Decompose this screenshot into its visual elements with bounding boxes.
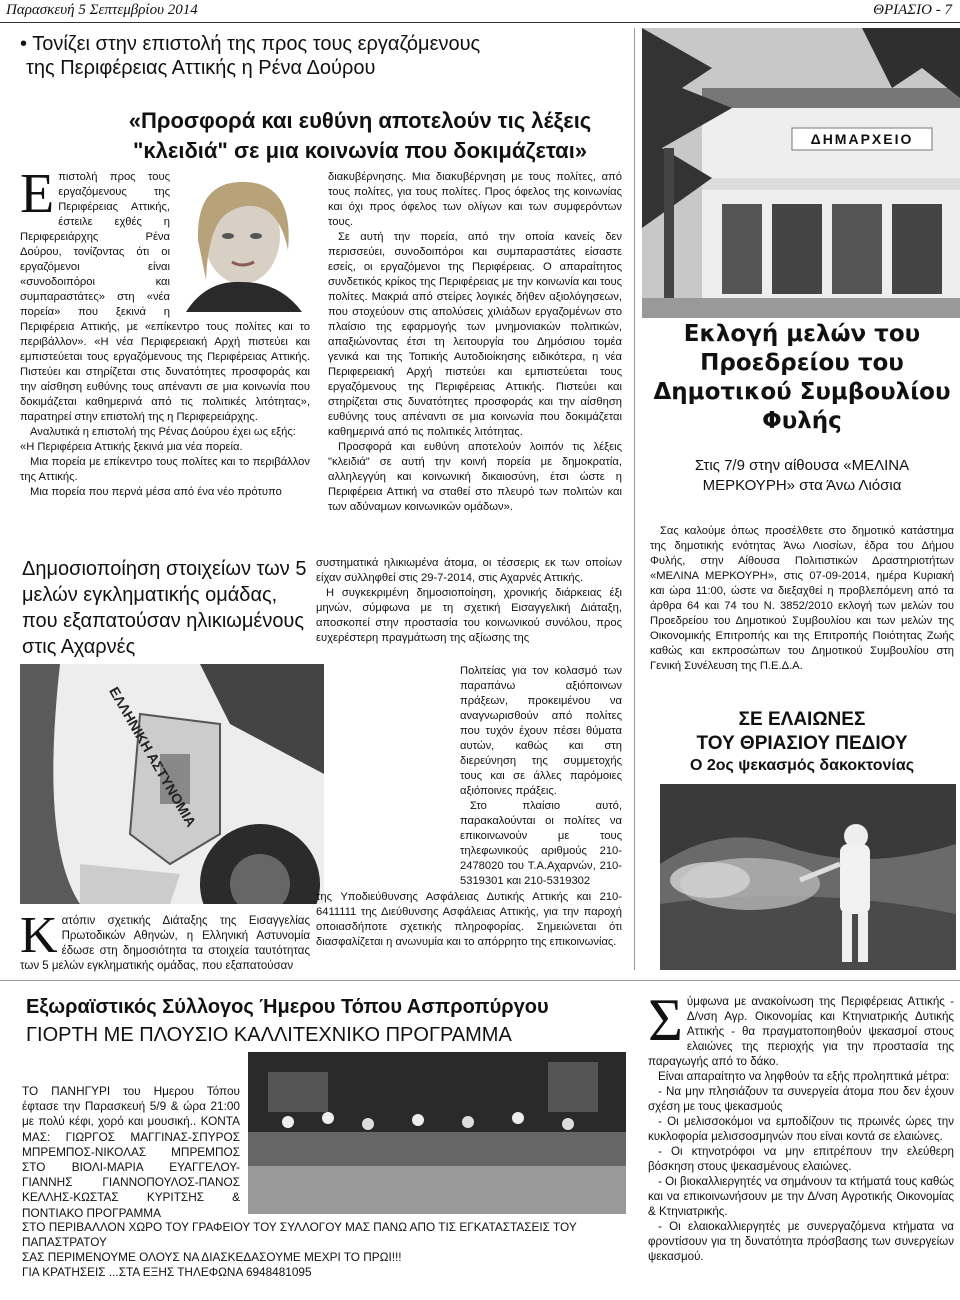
bullet-icon: • xyxy=(20,33,28,55)
list-item: - Οι κτηνοτρόφοι να μην επιτρέπουν την ελεύθερη βόσκηση στους ψεκασμένους ελαιώνες. xyxy=(648,1145,954,1173)
header-page: ΘΡΙΑΣΙΟ - 7 xyxy=(873,2,952,18)
sidebar-body: Σας καλούμε όπως προσέλθετε στο δημοτικό κατάστημα της δημοτικής ενότητας Άνω Λιοσίων, έδρα του Δήμου Φυλής, στην Αίθουσα Πολιτιστικών Δραστηριοτήτων «ΜΕΛΙΝΑ ΜΕΡΚΟΥΡΗ», στις 07-09-2014, ημέρα Κυριακή και ώρα 11:00, ώστε να διεξαχθεί η προβλεπόμενη από τα άρθρα 64 και 74 του Ν. 3852/2010 εκλογή των μελών του Προεδρείου του Δημοτικού Συμβουλίου και των μελών της Οικονομικής Επιτροπής και της Επιτροπής Ποιότητας Ζωής καθώς και εκπροσώπων του Δημοτικού Συμβουλίου στη Γενική Συνέλευση της Π.Ε.Δ.Α. xyxy=(650,525,954,672)
article2-title: Δημοσιοποίηση στοιχείων των 5 μελών εγκληματικής ομάδας, που εξαπατούσαν ηλικιωμένους στις Αχαρνές xyxy=(22,558,307,658)
article1-mid-col: διακυβέρνησης. Μια διακυβέρνηση με τους πολίτες, από τους πολίτες, για τους πολίτες. Προς όφελος της κοινωνίας και όχι προς όφελος των ολίγων και των συμφερόντων τους. Σε αυτή την πορεία, από την οποία κανείς δεν περισσεύει, συνοδοιπόροι και συμπαραστάτες είσαστε εσείς, οι εργαζόμενοι της Περιφέρειας. Ο απαραίτητος συνδετικός κρίκος της Περιφέρειας με την κοινωνία και τους πολίτες. Μακριά από στείρες λογικές δήθεν αξιολόγησεων, που στοχεύουν στις απολύσεις χιλιάδων εργαζομένων στο πλαίσιο της εφαρμογής των μνημονιακών πολιτικών, απαξιώνοντας έτσι τη λειτουργία του Δημόσιου τομέα γενικά και της Τοπικής Αυτοδιοίκησης ειδικότερα, η νέα Περιφερειακή Αρχή πιστεύει και εμπιστεύεται τους εργαζόμενους της Περιφέρειας Αττικής. Πιστεύει και στηρίζεται στις δυνατότητες προσφοράς και την αίσθηση ευθύνης τους απέναντι σε μια κοινωνία που δοκιμάζεται καθημερινά από τις πολιτικές λιτότητας. Προσφορά και ευθύνη αποτελούν λοιπόν τις λέξεις "κλειδιά" σε αυτή την κοινή πορεία με δημοκρατία, αλληλεγγύη και κοινωνική δικαιοσύνη, έτσι ώστε η Περιφέρεια Αττική να σταθεί στο πλευρό των πολιτών και των αδύναμων κοινωνικών ομάδων». xyxy=(328,171,622,513)
article2-right-top: συστηματικά ηλικιωμένα άτομα, οι τέσσερις εκ των οποίων είχαν συλληφθεί στις 29-7-2014, στις Αχαρνές Αττικής. Η συγκεκριμένη δημοσιοποίηση, χρονικής διάρκειας έξι μηνών, σύμφωνα με τη σχετική Εισαγγελική Διάταξη, αποσκοπεί στην προστασία του κοινωνικού συνόλου, προς ευχερέστερη πραγμάτωση της αξίωσης της xyxy=(316,557,622,644)
list-item: - Να μην πλησιάζουν τα συνεργεία άτομα που δεν έχουν σχέση με τους ψεκασμούς xyxy=(648,1085,954,1113)
article2-right-bottom: της Υποδιεύθυνσης Ασφάλειας Δυτικής Αττικής και 210-6411111 της Διεύθυνσης Ασφάλειας Αττικής, για την παροχή οποιασδήποτε σχετικής πληροφορίας. Σημειώνεται ότι διασφαλίζεται η ανωνυμία και το απόρρητο της επικοινωνίας. xyxy=(316,891,622,948)
article3-title2: ΓΙΟΡΤΗ ΜΕ ΠΛΟΥΣΙΟ ΚΑΛΛΙΤΕΧΝΙΚΟ ΠΡΟΓΡΑΜΜΑ xyxy=(26,1024,512,1046)
list-item: - Οι ελαιοκαλλιεργητές με συνεργαζόμενα κτήματα να φροντίσουν για τη δυνατότητα πρόσβασης των συνεργείων ψεκασμού. xyxy=(648,1220,954,1263)
list-item: - Οι βιοκαλλιεργητές να σημάνουν τα κτήματά τους καθώς και να επικοινωνήσουν με την Δ/νση Αγροτικής Οικονομίας & Κτηνιατρικής. xyxy=(648,1175,954,1218)
article2-right-narrow: Πολιτείας για τον κολασμό των παραπάνω αξιόποινων πράξεων, προκειμένου να αναγνωρισθούν από πολίτες που τυχόν έχουν πέσει θύματα αυτών, καθώς και στη διερεύνηση της συμμετοχής τους και σε άλλες παρόμοιες αξιόποινες πράξεις. Στο πλαίσιο αυτό, παρακαλούνται οι πολίτες να επικοινωνούν με τους τηλεφωνικούς αριθμούς 210-2478020 του Τ.Α.Αχαρνών, 210-5319301 και 210-5319302 xyxy=(460,665,622,887)
olive-title: ΣΕ ΕΛΑΙΩΝΕΣ ΤΟΥ ΘΡΙΑΣΙΟΥ ΠΕΔΙΟΥ xyxy=(696,709,908,754)
section-rule xyxy=(0,980,960,981)
measures-list xyxy=(648,1084,954,1264)
police-car-photo xyxy=(20,664,324,904)
town-hall-sign: ΔΗΜΑΡΧΕΙΟ xyxy=(810,131,914,147)
sidebar-subtitle: Στις 7/9 στην αίθουσα «ΜΕΛΙΝΑ ΜΕΡΚΟΥΡΗ» στα Άνω Λιόσια xyxy=(694,457,910,494)
article3-title1: Εξωραϊστικός Σύλλογος Ήμερου Τόπου Ασπροπύργου xyxy=(26,996,549,1018)
article4: Σ ύμφωνα με ανακοίνωση της Περιφέρειας Αττικής - Δ/νση Αγρ. Οικονομίας και Κτηνιατρικής Δυτικής Αττικής - θα πραγματοποιηθούν ψεκασμοί στους ελαιώνες της περιοχής για την προστασία της παραγωγής από το δάκο. Είναι απαραίτητο να ληφθούν τα εξής προληπτικά μέτρα: - Να μην πλησιάζουν τα συνεργεία άτομα που δεν έχουν σχέση με τους ψεκασμούς - Οι μελισσοκόμοι να εμποδίζουν τις πρωινές ώρες την κυκλοφορία μελισσοσμηνών που είναι κοντά σε ελαιώνες. - Οι κτηνοτρόφοι να μην επιτρέπουν την ελεύθερη βόσκηση στους ψεκασμένους ελαιώνες. - Οι βιοκαλλιεργητές να σημάνουν τα κτήματά τους καθώς και να επικοινωνήσουν με την Δ/νση Αγροτικής Οικονομίας & Κτηνιατρικής. - Οι ελαιοκαλλιεργητές με συνεργαζόμενα κτήματα να φροντίσουν για τη δυνατότητα πρόσβασης των συνεργείων ψεκασμού. xyxy=(648,987,954,1263)
article3-body: ΤΟ ΠΑΝΗΓΥΡΙ του Ημερου Τόπου έφτασε την Παρασκευή 5/9 & ώρα 21:00 με πολύ κέφι, χορό και μουσική.. ΚΟΝΤΑ ΜΑΣ: ΓΙΩΡΓΟΣ ΜΑΓΓΙΝΑΣ-ΣΠΥΡΟΣ ΜΠΡΕΜΠΟΣ-ΝΙΚΟΛΑΣ ΜΠΡΕΜΠΟΣ ΣΤΟ ΒΙΟΛΙ-ΜΑΡΙΑ ΕΥΑΓΓΕΛΟΥ-ΓΙΑΝΝΗΣ ΓΙΑΝΝΟΠΟΥΛΟΣ-ΠΑΝΟΣ ΚΕΛΛΗΣ-ΚΩΣΤΑΣ ΚΥΡΙΤΣΗΣ & ΠΟΝΤΙΑΚΟ ΠΡΟΓΡΑΜΜΑ xyxy=(22,1084,240,1220)
sidebar-title: Εκλογή μελών του Προεδρείου του Δημοτικού Συμβουλίου Φυλής xyxy=(653,321,951,434)
spraying-photo xyxy=(660,784,956,970)
column-divider xyxy=(634,28,635,970)
article1-left-col: Ε πιστολή προς τους εργαζόμενους της Περιφέρειας Αττικής, έστειλε εχθές η Περιφερειάρχης Ρένα Δούρου, τονίζοντας ότι οι εργαζόμενοι είναι «συνοδοιπόροι και συμπαραστάτες» στη «νέα πορεία» που ξεκινά η Περιφέρεια Αττικής, με «επίκεντρο τους πολίτες και το περιβάλλον». «Η νέα Περιφερειακή Αρχή πιστεύει και εμπιστεύεται τους εργαζόμενους της Περιφέρειας Αττικής. Πιστεύει και στηρίζεται στις δυνατότητες προσφοράς και την αίσθηση ευθύνης τους απέναντι σε μια κοινωνία που δοκιμάζεται καθημερινά από τις πολιτικές λιτότητας», παρατηρεί στην επιστολή της η Περιφερειάρχης. Αναλυτικά η επιστολή της Ρένας Δούρου έχει ως εξής: «Η Περιφέρεια Αττικής ξεκινά μια νέα πορεία. Μια πορεία με επίκεντρο τους πολίτες και το περιβάλλον της Αττικής. Μια πορεία που περνά μέσα από ένα νέο πρότυπο xyxy=(20,163,310,498)
list-item: - Οι μελισσοκόμοι να εμποδίζουν τις πρωινές ώρες την κυκλοφορία μελισσοσμηνών που είναι κοντά σε ελαιώνες. xyxy=(648,1115,954,1143)
article1-kicker: • Τονίζει στην επιστολή της προς τους εργαζόμενους της Περιφέρειας Αττικής η Ρένα Δούρου xyxy=(20,33,481,79)
festival-photo xyxy=(248,1052,626,1214)
article3-footer: ΣΤΟ ΠΕΡΙΒΑΛΛΟΝ ΧΩΡΟ ΤΟΥ ΓΡΑΦΕΙΟΥ ΤΟΥ ΣΥΛΛΟΓΟΥ ΜΑΣ ΠΑΝΩ ΑΠΟ ΤΙΣ ΕΓΚΑΤΑΣΤΑΣΕΙΣ ΤΟΥ ΠΑΠΑΣΤΡΑΤΟΥ ΣΑΣ ΠΕΡΙΜΕΝΟΥΜΕ ΟΛΟΥΣ ΝΑ ΔΙΑΣΚΕΔΑΣΟΥΜΕ ΜΕΧΡΙ ΤΟ ΠΡΩΙ!!! ΓΙΑ ΚΡΑΤΗΣΕΙΣ ...ΣΤΑ ΕΞΗΣ ΤΗΛΕΦΩΝΑ 6948481095 xyxy=(22,1220,577,1279)
header-date: Παρασκευή 5 Σεπτεμβρίου 2014 xyxy=(6,2,198,18)
olive-subtitle: Ο 2ος ψεκασμός δακοκτονίας xyxy=(689,757,915,774)
page-header xyxy=(0,0,960,22)
dropcap: Ε xyxy=(20,163,55,225)
article2-lead: Κ ατόπιν σχετικής Διάταξης της Εισαγγελίας Πρωτοδικών Αθηνών, η Ελληνική Αστυνομία έδωσε στη δημοσιότητα τα στοιχεία ταυτότητας των 5 μελών εγκληματικής ομάδας, που εξαπατούσαν xyxy=(20,907,310,972)
article1-title: «Προσφορά και ευθύνη αποτελούν τις λέξεις "κλειδιά" σε μια κοινωνία που δοκιμάζεται» xyxy=(128,108,592,163)
car-lettering: ΕΛΛΗΝΙΚΗ ΑΣΤΥΝΟΜΙΑ xyxy=(106,684,200,830)
town-hall-photo xyxy=(642,28,960,318)
header-rule xyxy=(0,22,960,23)
